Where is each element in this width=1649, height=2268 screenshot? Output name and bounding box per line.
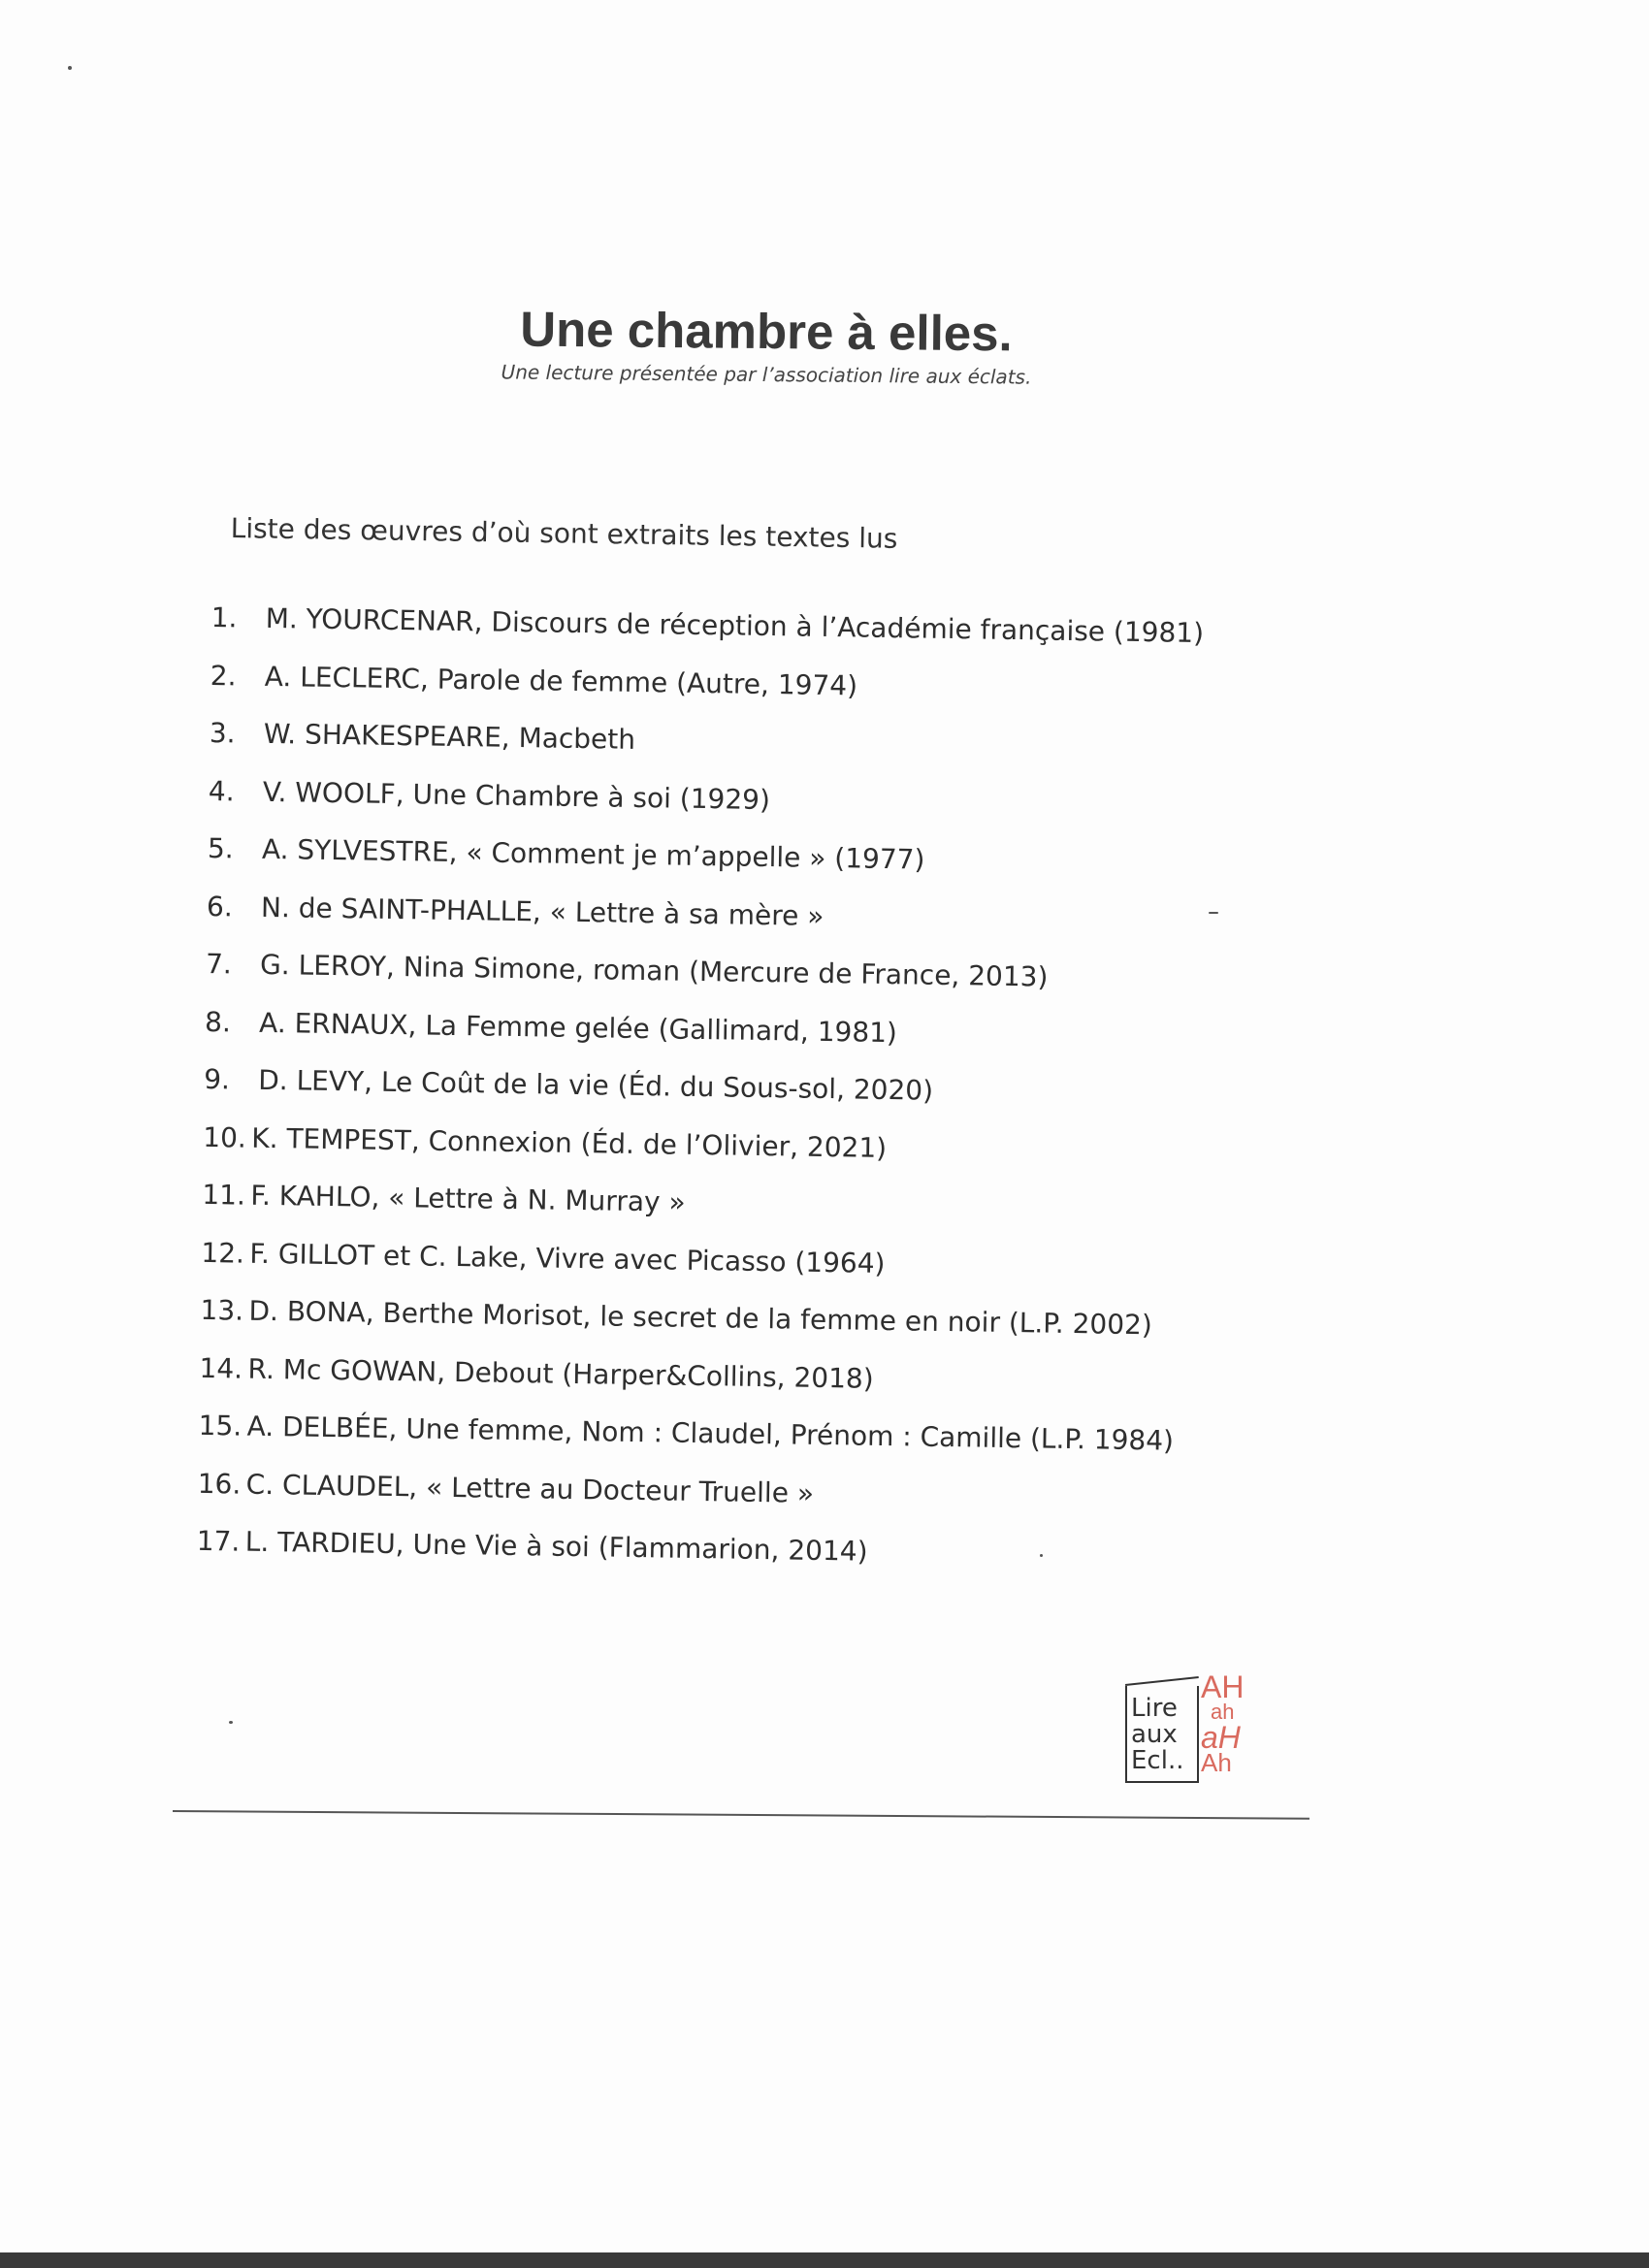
item-text: M. YOURCENAR, Discours de réception à l’Académie française (1981) [265,601,1205,650]
item-number: 17. [196,1524,241,1558]
logo-text-line: aux [1131,1720,1178,1749]
scan-speck [1209,912,1218,914]
logo-ah-line: ah [1211,1700,1235,1724]
item-number: 8. [204,1005,232,1038]
footer-rule [173,1810,1310,1820]
item-text: D. LEVY, Le Coût de la vie (Éd. du Sous-sol, 2020) [257,1063,934,1107]
logo-ah-line: Ah [1201,1748,1232,1777]
logo-text-line: Ecl.. [1131,1746,1184,1775]
item-number: 9. [204,1062,231,1096]
item-number: 2. [210,659,237,692]
item-text: N. de SAINT-PHALLE, « Lettre à sa mère » [260,891,824,932]
item-text: A. DELBÉE, Une femme, Nom : Claudel, Prénom : Camille (L.P. 1984) [246,1409,1175,1457]
item-number: 7. [205,947,233,981]
item-number: 3. [209,716,236,750]
scan-bottom-edge [0,2252,1649,2268]
scan-speck [68,66,72,70]
item-text: F. GILLOT et C. Lake, Vivre avec Picasso (1964) [249,1237,886,1280]
item-number: 15. [198,1409,242,1442]
item-text: K. TEMPEST, Connexion (Éd. de l’Olivier, 2021) [251,1121,888,1164]
item-number: 14. [199,1351,243,1385]
item-text: A. ERNAUX, La Femme gelée (Gallimard, 1981) [258,1006,898,1049]
item-text: F. KAHLO, « Lettre à N. Murray » [250,1179,686,1218]
item-text: D. BONA, Berthe Morisot, le secret de la femme en noir (L.P. 2002) [248,1294,1153,1342]
item-text: G. LEROY, Nina Simone, roman (Mercure de France, 2013) [259,948,1049,993]
item-number: 5. [207,831,234,865]
association-logo [1123,1669,1259,1787]
logo-ah-line: aH [1201,1720,1241,1755]
item-text: V. WOOLF, Une Chambre à soi (1929) [262,775,771,816]
item-number: 16. [197,1467,242,1501]
item-text: C. CLAUDEL, « Lettre au Docteur Truelle » [245,1468,815,1509]
page-title: Une chambre à elles. [520,301,1013,362]
item-text: W. SHAKESPEARE, Macbeth [263,717,636,756]
item-number: 13. [200,1293,244,1327]
item-text: A. LECLERC, Parole de femme (Autre, 1974) [264,660,858,701]
item-text: L. TARDIEU, Une Vie à soi (Flammarion, 2014) [244,1525,868,1568]
scan-speck [229,1721,233,1724]
item-number: 10. [203,1120,247,1154]
item-number: 1. [210,601,238,634]
list-intro: Liste des œuvres d’où sont extraits les textes lus [230,512,898,555]
item-text: A. SYLVESTRE, « Comment je m’appelle » (1977) [261,832,925,876]
item-number: 4. [208,774,235,807]
item-text: R. Mc GOWAN, Debout (Harper&Collins, 2018) [247,1352,874,1395]
logo-text-line: Lire [1131,1694,1178,1723]
logo-laughter [1201,1669,1245,1777]
works-list [196,601,1204,1598]
item-number: 12. [201,1236,245,1270]
logo-text [1131,1696,1183,1774]
item-number: 11. [202,1178,246,1212]
item-number: 6. [206,890,234,923]
page-subtitle: Une lecture présentée par l’association lire aux éclats. [501,360,1032,389]
logo-ah-line: AH [1201,1669,1245,1704]
